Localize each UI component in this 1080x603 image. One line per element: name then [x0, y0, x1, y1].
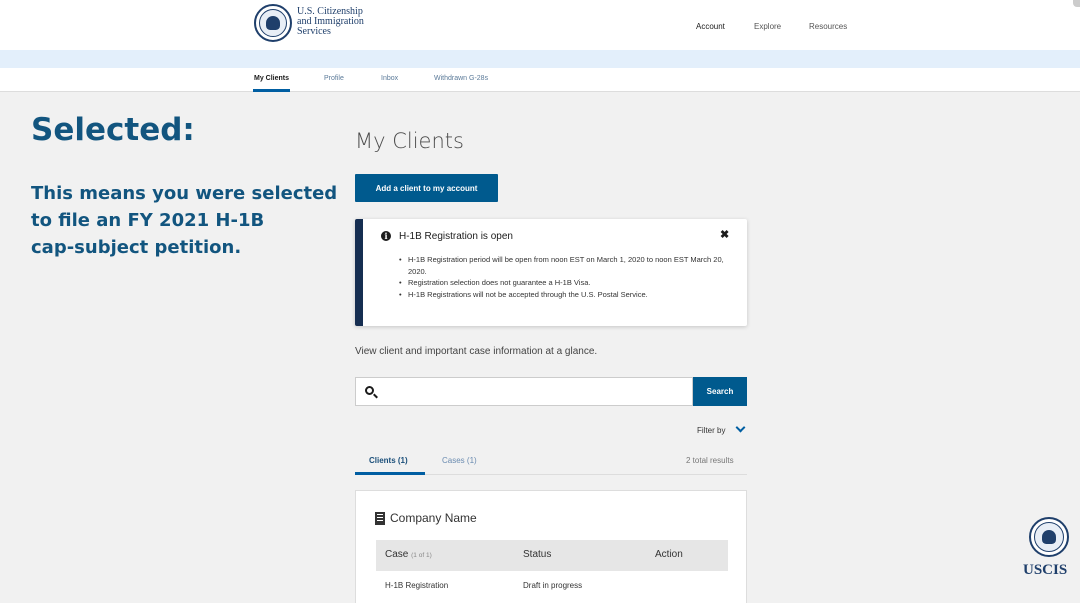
intro-text: View client and important case information at a glance.	[355, 346, 598, 357]
registration-alert	[355, 219, 747, 326]
alert-item: • H-1B Registration period will be open from noon EST on March 1, 2020 to noon EST March 20, 2020.	[399, 254, 729, 277]
dhs-seal-icon[interactable]	[254, 4, 292, 42]
add-client-button[interactable]: Add a client to my account	[355, 174, 498, 202]
nav-explore[interactable]: Explore	[754, 22, 782, 31]
close-icon[interactable]: ✖	[720, 229, 730, 241]
overlay-line: cap-subject petition.	[31, 237, 242, 258]
search-field	[355, 377, 693, 406]
overlay-line: This means you were selected	[31, 183, 338, 204]
alert-title: H-1B Registration is open	[399, 231, 513, 242]
building-icon	[375, 512, 385, 525]
sub-navigation	[0, 68, 1080, 92]
alert-list	[399, 254, 729, 300]
overlay-title: Selected:	[31, 112, 195, 148]
column-case	[385, 549, 432, 560]
subnav-profile[interactable]: Profile	[324, 75, 344, 82]
top-header	[0, 0, 1080, 50]
column-status: Status	[523, 549, 552, 560]
agency-logo-text[interactable]	[297, 7, 364, 37]
logo-line: and Immigration	[297, 16, 364, 27]
tab-clients[interactable]: Clients (1)	[369, 456, 408, 465]
subnav-active-indicator	[253, 89, 290, 92]
tab-active-indicator	[355, 472, 425, 475]
nav-account[interactable]: Account	[696, 22, 725, 31]
table-header	[376, 540, 728, 571]
subnav-inbox[interactable]: Inbox	[381, 75, 399, 82]
search-button[interactable]: Search	[693, 377, 747, 406]
logo-line: U.S. Citizenship	[297, 6, 363, 17]
search-icon	[365, 386, 374, 395]
client-card	[355, 490, 747, 603]
company-name[interactable]: Company Name	[390, 511, 477, 525]
tab-cases[interactable]: Cases (1)	[442, 456, 477, 465]
uscis-seal-icon	[1029, 517, 1069, 557]
column-case-label: Case	[385, 549, 409, 560]
banner-band	[0, 50, 1080, 68]
row-case[interactable]: H-1B Registration	[385, 581, 449, 590]
alert-item: • Registration selection does not guarantee a H-1B Visa.	[399, 277, 729, 289]
nav-resources[interactable]: Resources	[809, 22, 848, 31]
corner-decoration	[1073, 0, 1080, 7]
row-status: Draft in progress	[523, 581, 583, 590]
page-title: My Clients	[355, 129, 464, 153]
overlay-description	[31, 180, 338, 261]
uscis-wordmark: USCIS	[1023, 562, 1068, 578]
alert-item: • H-1B Registrations will not be accepted through the U.S. Postal Service.	[399, 289, 729, 301]
total-results: 2 total results	[686, 456, 734, 465]
logo-line: Services	[297, 26, 331, 37]
info-icon: i	[381, 231, 391, 241]
search-input[interactable]	[384, 382, 684, 402]
overlay-line: to file an FY 2021 H-1B	[31, 210, 265, 231]
subnav-my-clients[interactable]: My Clients	[254, 75, 290, 82]
chevron-down-icon[interactable]	[736, 423, 746, 433]
column-action: Action	[655, 549, 683, 560]
filter-by-label[interactable]: Filter by	[697, 426, 726, 435]
case-count: (1 of 1)	[411, 552, 432, 559]
subnav-withdrawn-g28s[interactable]: Withdrawn G-28s	[434, 75, 489, 82]
